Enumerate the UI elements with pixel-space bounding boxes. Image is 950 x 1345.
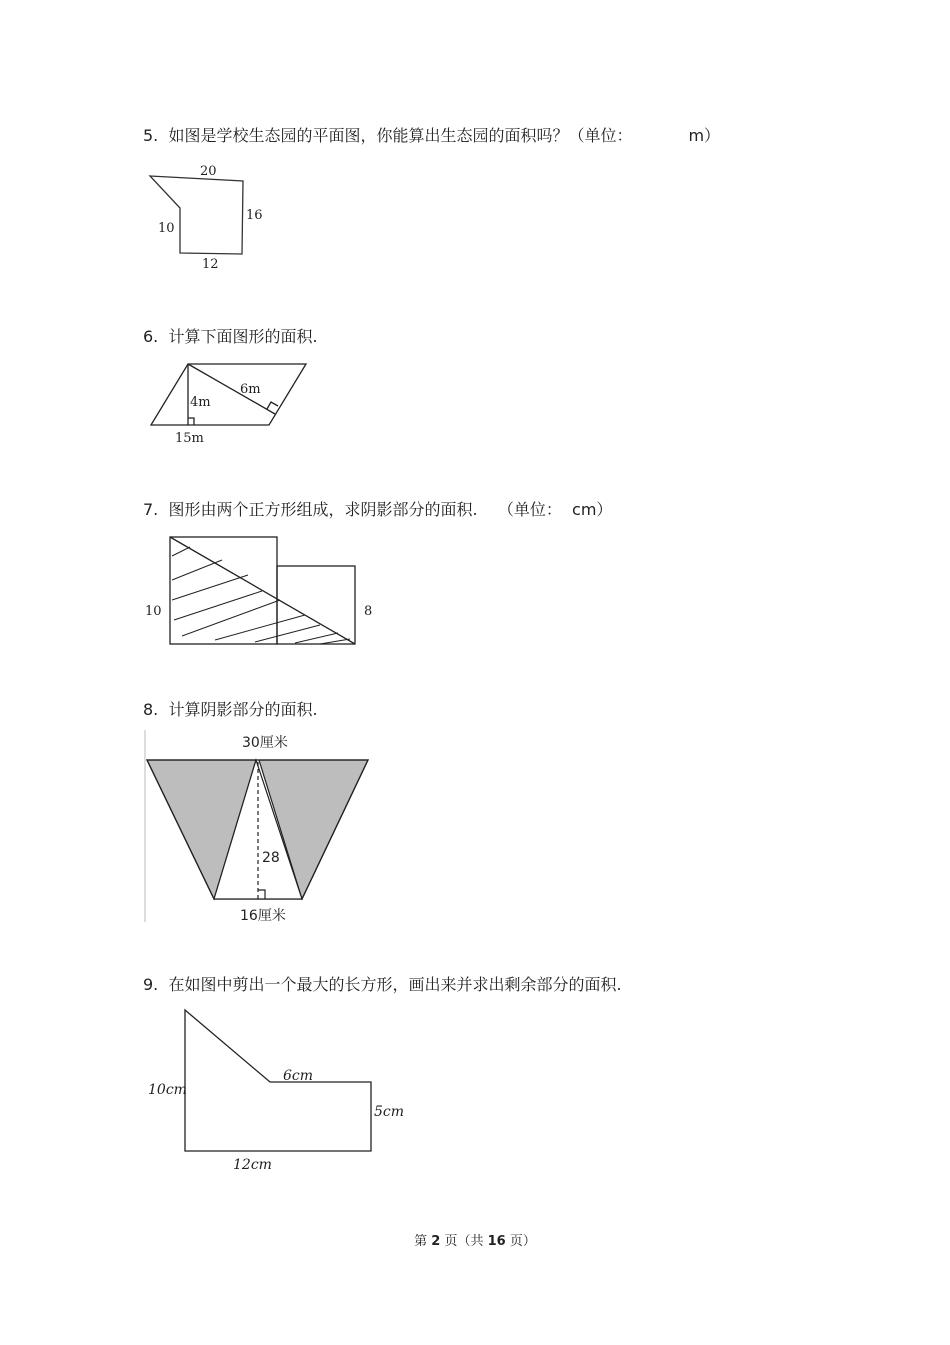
figure-8-trapezoid: [145, 730, 368, 922]
question-number: 7.: [143, 500, 159, 519]
question-text: 如图是学校生态园的平面图，你能算出生态园的面积吗？（单位：: [168, 126, 633, 145]
figure-5-garden-plan: [150, 176, 243, 254]
large-square: [170, 537, 277, 644]
label-8: 8: [364, 604, 373, 619]
question-text: 在如图中剪出一个最大的长方形，画出来并求出剩余部分的面积.: [168, 975, 622, 994]
label-10: 10: [145, 604, 162, 619]
label-30cm: 30厘米: [242, 735, 288, 751]
polygon-outline: [185, 1010, 371, 1151]
label-right-16: 16: [246, 208, 263, 223]
label-6m: 6m: [240, 382, 261, 397]
footer-page-number: 2: [431, 1234, 441, 1249]
label-15m: 15m: [175, 431, 204, 446]
footer-suffix: 页）: [509, 1234, 536, 1249]
question-number: 6.: [143, 327, 159, 346]
label-left-10: 10: [158, 221, 175, 236]
question-unit: m）: [688, 126, 721, 145]
question-unit: （单位： cm）: [497, 500, 613, 519]
label-4m: 4m: [190, 395, 211, 410]
figure-9-polygon: [185, 1010, 371, 1151]
page-footer: [0, 1230, 950, 1249]
label-10cm: 10cm: [148, 1082, 187, 1098]
figure-6-parallelogram: [151, 364, 306, 425]
triangle-hypotenuse: [170, 537, 355, 644]
label-6cm: 6cm: [283, 1068, 314, 1084]
label-5cm: 5cm: [374, 1104, 405, 1120]
footer-total-pages: 16: [487, 1234, 506, 1249]
label-top-20: 20: [200, 164, 217, 179]
question-number: 9.: [143, 975, 159, 994]
right-angle-mark: [188, 418, 194, 425]
parallelogram-outline: [151, 364, 306, 425]
figure-7-two-squares: [170, 537, 355, 644]
question-number: 5.: [143, 126, 159, 145]
right-angle-mark-2: [267, 402, 278, 409]
question-text: 计算下面图形的面积.: [168, 327, 318, 346]
label-16cm: 16厘米: [240, 908, 286, 924]
hatch-lines: [172, 547, 350, 644]
label-12cm: 12cm: [233, 1157, 272, 1173]
garden-outline: [150, 176, 243, 254]
question-text: 计算阴影部分的面积.: [168, 700, 318, 719]
question-text: 图形由两个正方形组成，求阴影部分的面积.: [168, 500, 478, 519]
label-28: 28: [262, 850, 280, 866]
footer-prefix: 第: [414, 1234, 428, 1249]
label-bottom-12: 12: [202, 257, 219, 272]
footer-middle: 页（共: [444, 1234, 484, 1249]
question-number: 8.: [143, 700, 159, 719]
